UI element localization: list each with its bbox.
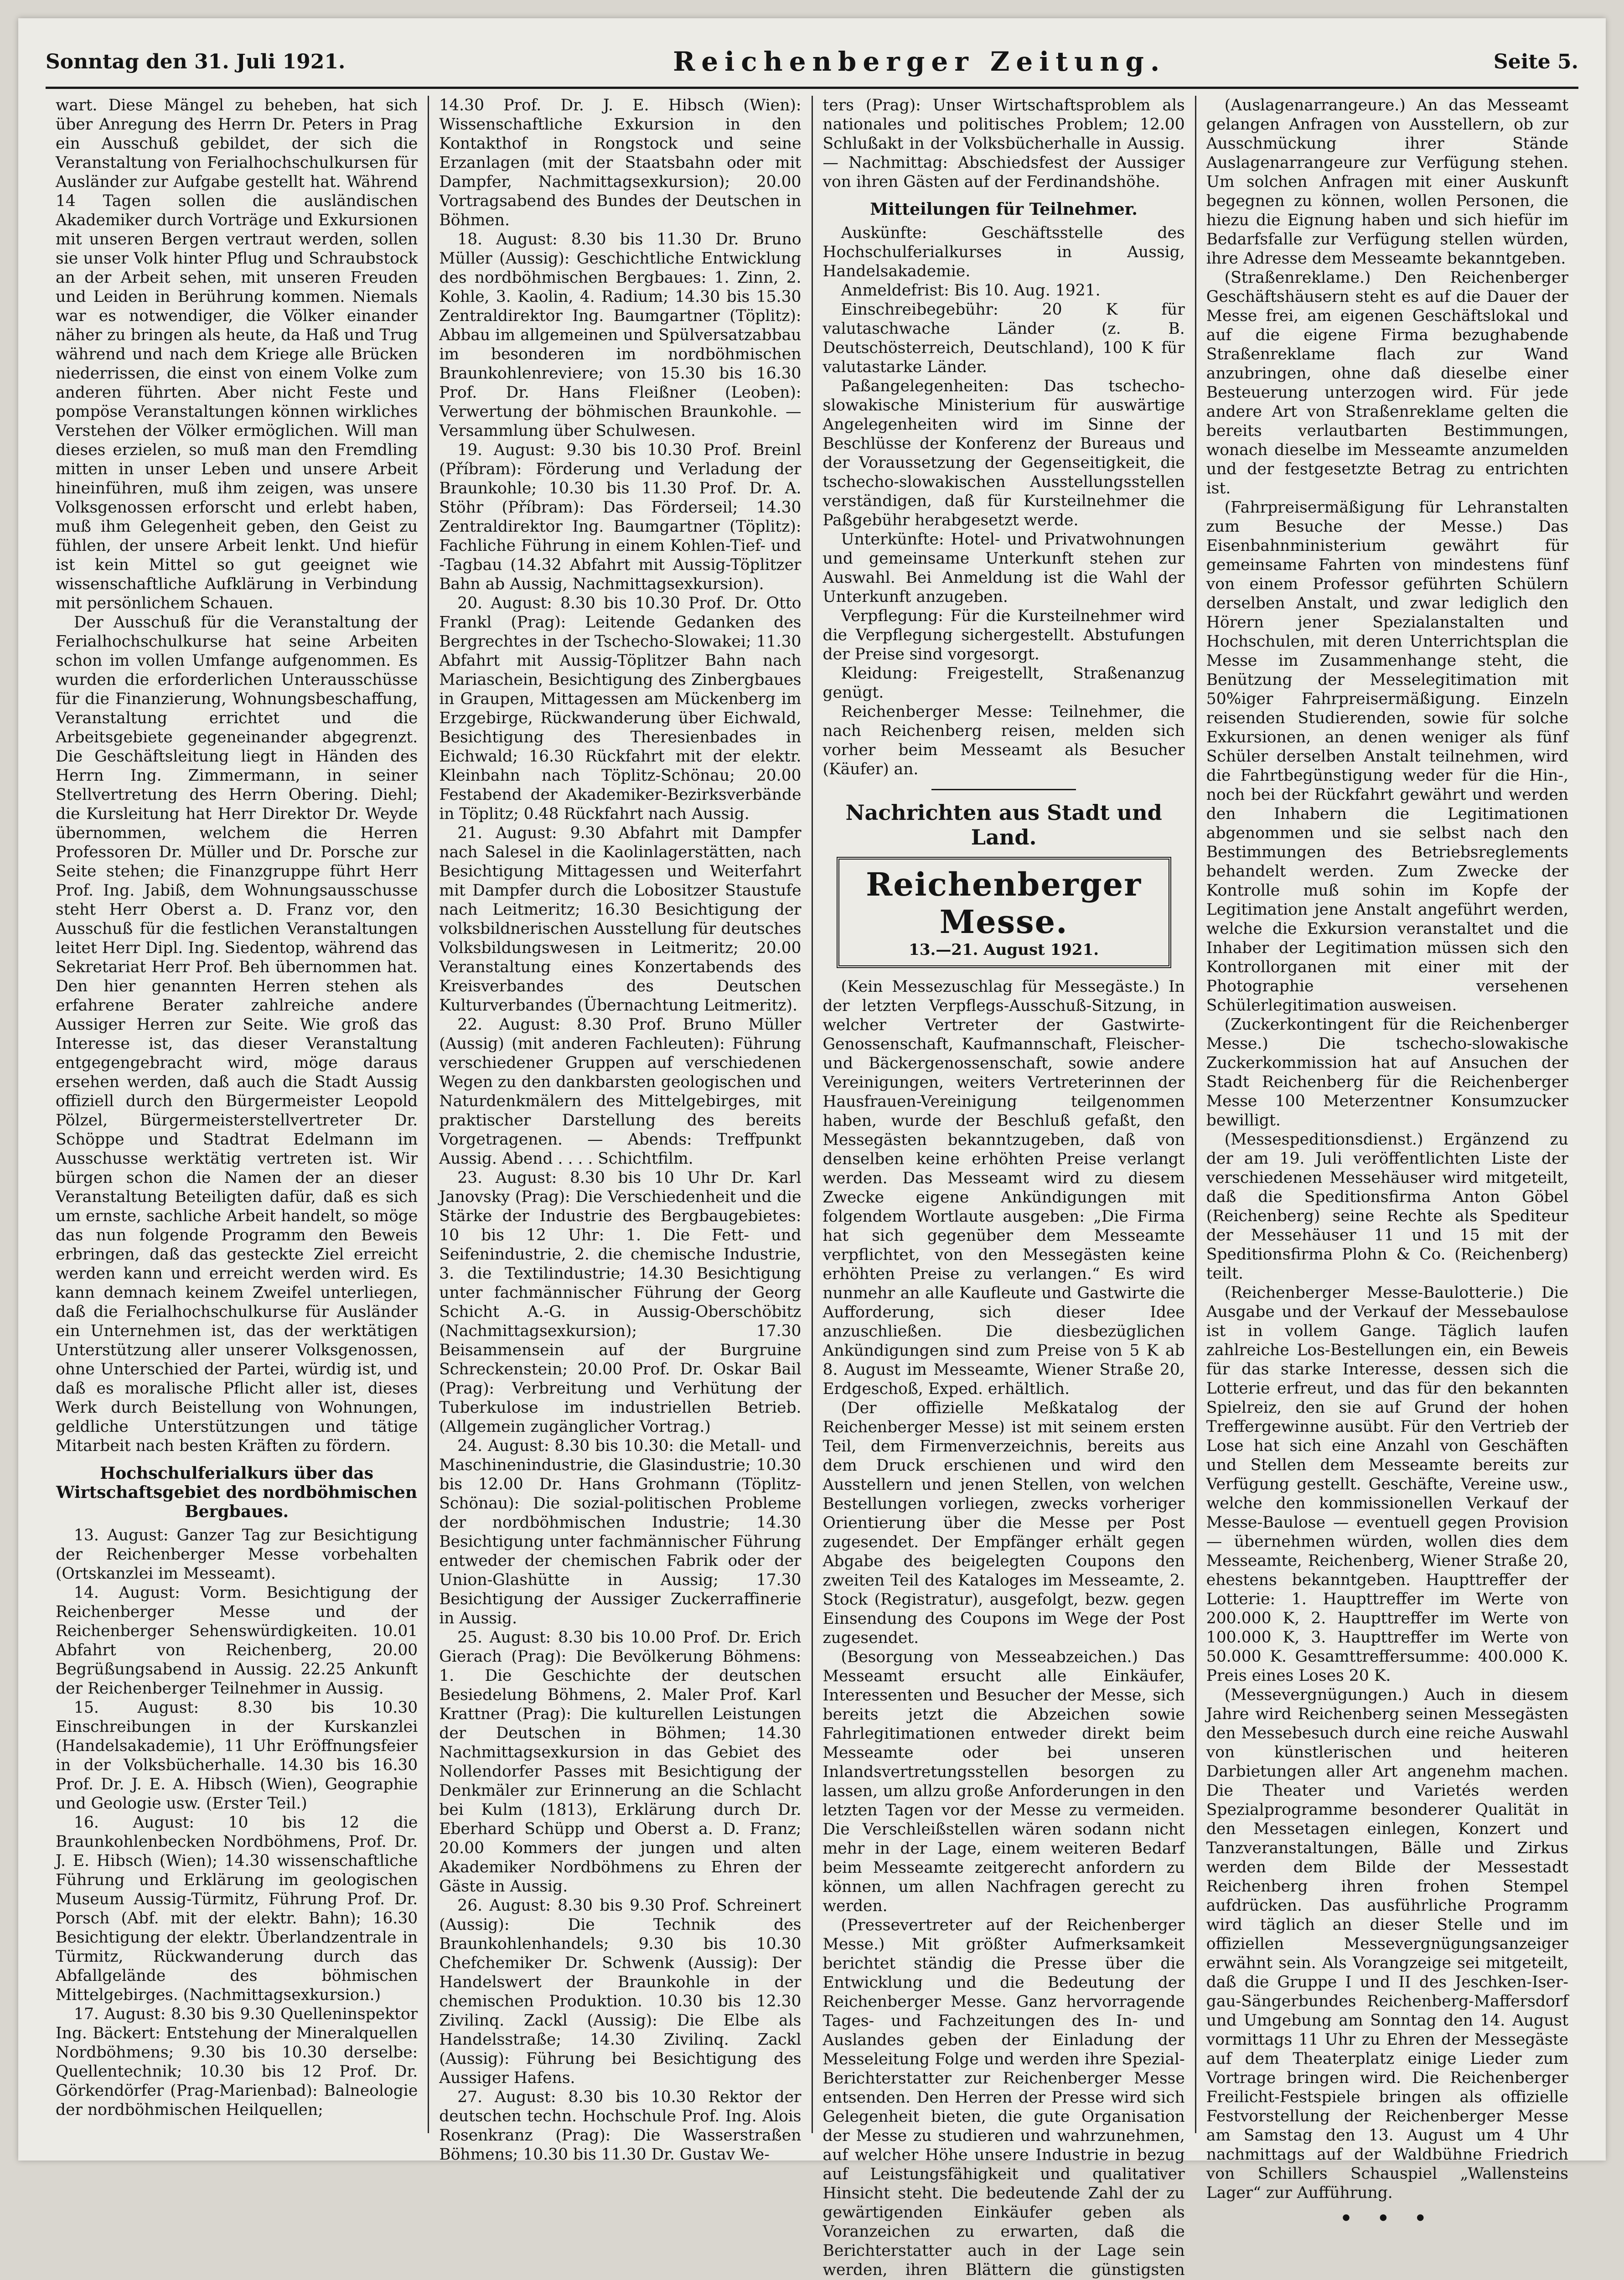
program-entry: 25. August: 8.30 bis 10.00 Prof. Dr. Erich Gierach (Prag): Die Bevölkerung Böhmens: 1. Die Geschichte der deutschen Besiedelung Böhmens, 2. Maler Prof. Karl Krattner (Prag): Die kulturellen Leistungen der Deutschen in Böhmen; 14.30 Nachmittagsexkursion in das Gebiet des Nollendorfer Passes mit Besichtigung der Denkmäler zur Erinnerung an die Schlacht bei Kulm (1813), Erklärung durch Dr. Eberhard Schüpp und Oberst a. D. Franz; 20.00 Kommers der jungen und alten Akademiker Nordböhmens zu Ehren der Gäste in Aussig.	[439, 1628, 802, 1896]
column-3	[812, 96, 1195, 2279]
issue-date: Sonntag den 31. Juli 1921.	[46, 50, 346, 73]
news-paragraph: (Kein Messezuschlag für Messegäste.) In der letzten Verpflegs-Ausschuß-Sitzung, in welcher Vertreter der Gastwirte-Genossenschaft, Kaufmannschaft, Fleischer- und Bäckergenossenschaft, sowie andere Vereinigungen, weiters Vertreterinnen der Hausfrauen-Vereinigung teilgenommen haben, wurde der Beschluß gefaßt, den Messegästen bekanntzugeben, daß von denselben keine erhöhten Preise verlangt werden. Das Messeamt wird zu diesem Zwecke eigene Ankündigungen mit folgendem Wortlaute ausgeben: „Die Firma hat sich gegenüber dem Messeamte verpflichtet, von den Messegästen keine erhöhten Preise zu verlangen.“ Es wird nunmehr an alle Kaufleute und Gastwirte die Aufforderung, sich dieser Idee anzuschließen. Die diesbezüglichen Ankündigungen sind zum Preise von 5 K ab 8. August im Messeamte, Wiener Straße 20, Erdgeschoß, Exped. erhältlich.	[822, 978, 1185, 1398]
end-mark: • • •	[1339, 2205, 1435, 2232]
news-paragraph: (Fahrpreisermäßigung für Lehranstalten zum Besuche der Messe.) Das Eisenbahnministerium gewährt für gemeinsame Fahrten von mindestens fünf von einem Professor geführten Schülern derselben Anstalt, und zwar lediglich den Hörern jener Spezialanstalten und Hochschulen, mit deren Unterrichtsplan die Messe im Zusammenhange steht, die Benützung der Messelegitimation mit 50%iger Fahrpreisermäßigung. Einzeln reisenden Studierenden, sowie für solche Exkursionen, an denen weniger als fünf Schüler derselben Anstalt teilnehmen, wird die Fahrtbegünstigung weder für die Hin-, noch bei der Rückfahrt gewährt und werden den Inhabern die Legitimationen abgenommen und sie selbst nach den Bestimmungen des Betriebsreglements behandelt werden. Zum Zwecke der Kontrolle muß sohin im Kopfe der Legitimation jene Anstalt angeführt werden, welche die Exkursion veranstaltet und die Inhaber der Legitimation müssen sich den Kontrollorganen mit einer mit der Photographie versehenen Schülerlegitimation ausweisen.	[1206, 498, 1568, 1015]
program-entry: 20. August: 8.30 bis 10.30 Prof. Dr. Otto Frankl (Prag): Leitende Gedanken des Bergrechtes in der Tschecho-Slowakei; 11.30 Abfahrt mit Aussig-Töplitzer Bahn nach Mariaschein, Besichtigung des Zinbergbaues in Graupen, Mittagessen am Mückenberg im Erzgebirge, Rückwanderung über Eichwald, Besichtigung des Theresienbades in Eichwald; 16.30 Rückfahrt mit der elektr. Kleinbahn nach Töplitz-Schönau; 20.00 Festabend der Akademiker-Bezirksverbände in Töplitz; 0.48 Rückfahrt nach Aussig.	[439, 594, 802, 823]
news-paragraph: (Zuckerkontingent für die Reichenberger Messe.) Die tschecho-slowakische Zuckerkommission hat auf Ansuchen der Stadt Reichenberg für die Reichenberger Messe 100 Meterzentner Konsumzucker bewilligt.	[1206, 1016, 1568, 1130]
program-entry: 21. August: 9.30 Abfahrt mit Dampfer nach Salesel in die Kaolinlagerstätten, nach Besichtigung Mittagessen und Weiterfahrt mit Dampfer durch die Lobositzer Staustufe nach Leitmeritz; 16.30 Besichtigung der volksbildnerischen Ausstellung für deutsches Volksbildungswesen in Leitmeritz; 20.00 Veranstaltung eines Konzertabends des Kreisverbandes des Deutschen Kulturverbandes (Übernachtung Leitmeritz).	[439, 824, 802, 1015]
fair-banner-dates: 13.—21. August 1921.	[909, 941, 1099, 959]
info-paragraph: Paßangelegenheiten: Das tschecho-slowakische Ministerium für auswärtige Angelegenheiten wird im Sinne der Beschlüsse der Konferenz der Bureaus und der Voraussetzung der Gegenseitigkeit, die tschecho-slowakischen Ausstellungsstellen verständigen, daß für Kursteilnehmer die Paßgebühr herabgesetzt werde.	[822, 377, 1185, 529]
news-paragraph: (Messespeditionsdienst.) Ergänzend zu der am 19. Juli veröffentlichten Liste der verschiedenen Messehäuser wird mitgeteilt, daß die Speditionsfirma Anton Göbel (Reichenberg) seine Rechte als Spediteur der Messehäuser 11 und 15 mit der Speditionsfirma Plohn & Co. (Reichenberg) teilt.	[1206, 1130, 1568, 1283]
program-entry: 26. August: 8.30 bis 9.30 Prof. Schreinert (Aussig): Die Technik des Braunkohlenhandels; 9.30 bis 10.30 Chefchemiker Dr. Schwenk (Aussig): Der Handelswert der Braunkohle in der chemischen Produktion. 10.30 bis 12.30 Zivilinq. Zackl (Aussig): Die Elbe als Handelsstraße; 14.30 Zivilinq. Zackl (Aussig): Führung bei Besichtigung des Aussiger Hafens.	[439, 1897, 802, 2087]
program-entry: 14. August: Vorm. Besichtigung der Reichenberger Messe und der Reichenberger Sehenswürdigkeiten. 10.01 Abfahrt von Reichenberg, 20.00 Begrüßungsabend in Aussig. 22.25 Ankunft der Reichenberger Teilnehmer in Aussig.	[56, 1584, 418, 1698]
info-paragraph: Unterkünfte: Hotel- und Privatwohnungen und gemeinsame Unterkunft stehen zur Auswahl. Bei Anmeldung ist die Wahl der Unterkunft anzugeben.	[822, 530, 1185, 606]
news-paragraph: (Messevergnügungen.) Auch in diesem Jahre wird Reichenberg seinen Messegästen den Messebesuch durch eine reiche Auswahl von künstlerischen und heiteren Darbietungen aller Art angenehm machen. Die Theater und Varietés werden Spezialprogramme besonderer Qualität in den Messetagen einlegen, Konzert und Tanzveranstaltungen, Bälle und Zirkus werden dem Bilde der Messestadt Reichenberg ihren frohen Stempel aufdrücken. Das ausführliche Programm wird täglich an dieser Stelle und im offiziellen Messevergnügungsanzeiger erwähnt sein. Als Vorangzeige sei mitgeteilt, daß die Gruppe I und II des Jeschken-Iser-gau-Sängerbundes Reichenberg-Maffersdorf und Umgebung am Sonntag den 14. August vormittags 11 Uhr zu Ehren der Messegäste auf dem Theaterplatz einige Lieder zum Vortrage bringen wird. Die Reichenberger Freilicht-Festspiele bringen als offizielle Festvorstellung der Reichenberger Messe am Samstag den 13. August um 4 Uhr nachmittags auf der Waldbühne Friedrich von Schillers Schauspiel „Wallensteins Lager“ zur Aufführung.	[1206, 1686, 1568, 2202]
info-paragraph: Anmeldefrist: Bis 10. Aug. 1921.	[841, 281, 1101, 300]
program-entry: 24. August: 8.30 bis 10.30: die Metall- und Maschinenindustrie, die Glasindustrie; 10.30 bis 12.00 Dr. Hans Grohmann (Töplitz-Schönau): Die sozial-politischen Probleme der nordböhmischen Industrie; 14.30 Besichtigung unter fachmännischer Führung entweder der chemischen Fabrik oder der Union-Glashütte in Aussig; 17.30 Besichtigung der Aussiger Zuckerraffinerie in Aussig.	[439, 1437, 802, 1627]
masthead	[46, 36, 1578, 89]
fair-banner-title: Reichenberger Messe.	[866, 865, 1142, 941]
news-paragraph: (Reichenberger Messe-Baulotterie.) Die Ausgabe und der Verkauf der Messebaulose ist in vollem Gange. Täglich laufen zahlreiche Los-Bestellungen ein, ein Beweis für das starke Interesse, dessen sich die Lotterie erfreut, und das für den bekannten Spielreiz, den sie auf Grund der hohen Treffergewinne ausübt. Für den Vertrieb der Lose hat sich eine Anzahl von Geschäften und Stellen dem Messeamte bereits zur Verfügung gestellt. Geschäfte, Vereine usw., welche den kommissionellen Verkauf der Messe-Baulose — eventuell gegen Provision — übernehmen würden, wollen dies dem Messeamte, Reichenberg, Wiener Straße 20, ehestens bekanntgeben. Haupttreffer der Lotterie: 1. Haupttreffer im Werte von 200.000 K, 2. Haupttreffer im Werte von 100.000 K, 3. Haupttreffer im Werte von 50.000 K. Gesamttreffersumme: 400.000 K. Preis eines Loses 20 K.	[1206, 1284, 1568, 1685]
program-entry: 19. August: 9.30 bis 10.30 Prof. Breinl (Příbram): Förderung und Verladung der Braunkohle; 10.30 bis 11.30 Prof. Dr. A. Stöhr (Příbram): Das Förderseil; 14.30 Zentraldirektor Ing. Baumgartner (Töplitz): Fachliche Führung in einem Kohlen-Tief- und -Tagbau (14.32 Abfahrt mit Aussig-Töplitzer Bahn ab Aussig, Nachmittagsexkursion).	[439, 441, 802, 593]
program-entry: 27. August: 8.30 bis 10.30 Rektor der deutschen techn. Hochschule Prof. Ing. Alois Rosenkranz (Prag): Die Wasserstraßen Böhmens; 10.30 bis 11.30 Dr. Gustav We-	[439, 2088, 802, 2164]
columns	[46, 96, 1578, 2279]
info-paragraph: Auskünfte: Geschäftsstelle des Hochschulferialkurses in Aussig, Handelsakademie.	[822, 224, 1185, 280]
article-paragraph: wart. Diese Mängel zu beheben, hat sich über Anregung des Herrn Dr. Peters in Prag ein Ausschuß gebildet, der sich die Veranstaltung von Ferialhochschulkursen für Ausländer zur Aufgabe gestellt hat. Während 14 Tagen sollen die ausländischen Akademiker durch Vorträge und Exkursionen mit unseren Bergen vertraut werden, sollen sie unser Volk hinter Pflug und Schraubstock an der Arbeit sehen, mit unseren Freuden und Leiden in Berührung kommen. Niemals war es notwendiger, die Völker einander näher zu bringen als heute, da Haß und Trug während und nach dem Kriege alle Brücken niederrissen, die einst von einem Volke zum anderen führten. Aber nicht Feste und pompöse Veranstaltungen können wirkliches Verstehen der Völker ermöglichen. Will man dieses erzielen, so muß man den Fremdling mitten in unser Leben und unsere Arbeit hineinführen, muß ihm zeigen, was unsere Volksgenossen erforscht und erlebt haben, muß ihm Gelegenheit geben, den Geist zu fühlen, der unsere Arbeit lenkt. Und hiefür ist kein Mittel so gut geeignet wie wissenschaftliche Aufklärung in Verbindung mit persönlichem Schauen.	[56, 96, 418, 612]
newspaper-page	[18, 18, 1606, 2279]
column-4	[1195, 96, 1578, 2232]
info-paragraph: Reichenberger Messe: Teilnehmer, die nach Reichenberg reisen, melden sich vorher beim Messeamt als Besucher (Käufer) an.	[822, 703, 1185, 778]
newspaper-title: Reichenberger Zeitung.	[673, 46, 1166, 77]
column-2	[428, 96, 811, 2164]
program-entry: 15. August: 8.30 bis 10.30 Einschreibungen in der Kurskanzlei (Handelsakademie), 11 Uhr Eröffnungsfeier in der Volksbücherhalle. 14.30 bis 16.30 Prof. Dr. J. E. A. Hibsch (Wien), Geographie und Geologie usw. (Erster Teil.)	[56, 1699, 418, 1813]
news-paragraph: (Besorgung von Messeabzeichen.) Das Messeamt ersucht alle Einkäufer, Interessenten und Besucher der Messe, sich bereits jetzt die Abzeichen sowie Fahrlegitimationen entweder direkt beim Messeamte oder bei unseren Inlandsvertretungsstellen besorgen zu lassen, um allzu große Anforderungen in den letzten Tagen vor der Messe zu vermeiden. Die Verschleißstellen wären sodann nicht mehr in der Lage, einem weiteren Bedarf beim Messeamte zeitgerecht anfordern zu können, um allen Nachfragen gerecht zu werden.	[822, 1648, 1185, 1915]
program-entry: 14.30 Prof. Dr. J. E. Hibsch (Wien): Wissenschaftliche Exkursion in den Kontakthof in Rongstock und seine Erzanlagen (mit der Staatsbahn oder mit Dampfer, Nachmittagsexkursion); 20.00 Vortragsabend des Bundes der Deutschen in Böhmen.	[439, 96, 802, 229]
news-paragraph: (Straßenreklame.) Den Reichenberger Geschäftshäusern steht es auf die Dauer der Messe frei, am eigenen Geschäftslokal und auf die eigene Firma bezughabende Straßenreklame flach zur Wand anzubringen, ohne daß dieselbe einer Besteuerung unterzogen wird. Für jede andere Art von Straßenreklame gelten die bereits verlautbarten Bestimmungen, wonach dieselbe im Messeamte anzumelden und der festgesetzte Betrag zu entrichten ist.	[1206, 269, 1568, 497]
article-paragraph: Der Ausschuß für die Veranstaltung der Ferialhochschulkurse hat seine Arbeiten schon im vollen Umfange aufgenommen. Es wurden die erforderlichen Unterausschüsse für die Finanzierung, Wohnungsbeschaffung, Veranstaltung errichtet und die Arbeitsgebiete gegeneinander abgegrenzt. Die Geschäftsleitung liegt in Händen des Herrn Ing. Zimmermann, in seiner Stellvertretung des Herrn Obering. Diehl; die Kursleitung hat Herr Direktor Dr. Weyde übernommen, welchem die Herren Professoren Dr. Müller und Dr. Porsche zur Seite stehen; die Finanzgruppe führt Herr Prof. Ing. Jabiß, dem Wohnungsausschusse steht Herr Oberst a. D. Franz vor, den Ausschuß für die festlichen Veranstaltungen leitet Herr Dipl. Ing. Siedentop, während das Sekretariat Herr Prof. Beh übernommen hat. Den hier genannten Herren stehen als erfahrene Berater zahlreiche andere Aussiger Herren zur Seite. Wie groß das Interesse ist, das dieser Veranstaltung entgegengebracht wird, möge daraus ersehen werden, daß auch die Stadt Aussig offiziell durch den Bürgermeister Leopold Pölzel, Bürgermeisterstellvertreter Dr. Schöppe und Stadtrat Edelmann im Ausschusse werktätig vertreten ist. Wir bürgen schon die Namen der an dieser Veranstaltung Beteiligten dafür, daß es sich um ernste, sachliche Arbeit handelt, so möge das nun folgende Programm den Beweis erbringen, daß das gesteckte Ziel erreicht werden kann und erreicht werden wird. Es kann demnach keinem Zweifel unterliegen, daß die Ferialhochschulkurse für Ausländer ein Unternehmen ist, das der werktätigen Unterstützung aller unserer Volksgenossen, ohne Unterschied der Partei, würdig ist, und daß es moralische Pflicht aller ist, dieses Werk durch Beistellung von Wohnungen, geldliche Unterstützungen und tätige Mitarbeit nach besten Kräften zu fördern.	[56, 613, 418, 1455]
divider	[931, 789, 1076, 790]
program-entry: 13. August: Ganzer Tag zur Besichtigung der Reichenberger Messe vorbehalten (Ortskanzlei im Messeamt).	[56, 1526, 418, 1583]
section-title: Nachrichten aus Stadt und Land.	[845, 800, 1162, 850]
program-entry: 22. August: 8.30 Prof. Bruno Müller (Aussig) (mit anderen Fachleuten): Führung verschiedener Gruppen auf verschiedenen Wegen zu den dankbarsten geologischen und Naturdenkmälern des Mittelgebirges, mit praktischer Darstellung des bereits Vorgetragenen. — Abends: Treffpunkt Aussig. Abend . . . . Schichtfilm.	[439, 1016, 802, 1168]
news-paragraph: (Pressevertreter auf der Reichenberger Messe.) Mit größter Aufmerksamkeit berichtet ständig die Presse über die Entwicklung und die Bedeutung der Reichenberger Messe. Ganz hervorragende Tages- und Fachzeitungen des In- und Auslandes geben der Einladung der Messeleitung Folge und werden ihre Spezial-Berichterstatter zur Reichenberger Messe entsenden. Den Herren der Presse wird sich Gelegenheit bieten, die gute Organisation der Messe zu studieren und wahrzunehmen, auf welcher Höhe unsere Industrie in bezug auf Leistungsfähigkeit und qualitativer Hinsicht steht. Die bedeutende Zahl der zu gewärtigenden Einkäufer geben als Voranzeichen zu erwarten, daß die Berichterstatter auch in der Lage sein werden, ihren Blättern die günstigsten	[822, 1916, 1185, 2279]
participants-heading: Mitteilungen für Teilnehmer.	[870, 200, 1138, 219]
program-entry: 18. August: 8.30 bis 11.30 Dr. Bruno Müller (Aussig): Geschichtliche Entwicklung des nordböhmischen Bergbaues: 1. Zinn, 2. Kohle, 3. Kaolin, 4. Radium; 14.30 bis 15.30 Zentraldirektor Ing. Baumgartner (Töplitz): Abbau im allgemeinen und Spülversatzabbau im besonderen im nordböhmischen Braunkohlenreviere; von 15.30 bis 16.30 Prof. Dr. Hans Fleißner (Leoben): Verwertung der böhmischen Braunkohle. — Versammlung über Schulwesen.	[439, 230, 802, 440]
column-1	[46, 96, 428, 2133]
program-entry: ters (Prag): Unser Wirtschaftsproblem als nationales und politisches Problem; 12.00 Schlußakt in der Volksbücherhalle in Aussig. — Nachmittag: Abschiedsfest der Aussiger von ihren Gästen auf der Ferdinandshöhe.	[822, 96, 1185, 191]
news-paragraph: (Der offizielle Meßkatalog der Reichenberger Messe) ist mit seinem ersten Teil, dem Firmenverzeichnis, bereits aus dem Druck erschienen und wird den Ausstellern und jenen Stellen, von welchen Bestellungen vorliegen, zwecks vorheriger Orientierung über die Messe per Post zugesendet. Der Empfänger erhält gegen Abgabe des beigelegten Coupons den zweiten Teil des Kataloges im Messeamte, 2. Stock (Registratur), ausgefolgt, bezw. gegen Einsendung des Coupons im Wege der Post zugesendet.	[822, 1399, 1185, 1647]
fair-banner	[837, 857, 1171, 968]
program-entry: 16. August: 10 bis 12 die Braunkohlenbecken Nordböhmens, Prof. Dr. J. E. Hibsch (Wien); 14.30 wissenschaftliche Führung und Erklärung im geologischen Museum Aussig-Türmitz, Führung Prof. Dr. Porsch (Abf. mit der elektr. Bahn); 16.30 Besichtigung der elektr. Überlandzentrale in Türmitz, Rückwanderung durch das Abfallgelände des böhmischen Mittelgebirges. (Nachmittagsexkursion.)	[56, 1814, 418, 2004]
program-heading: Hochschulferialkurs über das Wirtschaftsgebiet des nordböhmischen Bergbaues.	[56, 1464, 418, 1521]
info-paragraph: Kleidung: Freigestellt, Straßenanzug genügt.	[822, 664, 1185, 702]
page-number: Seite 5.	[1493, 50, 1578, 73]
program-entry: 17. August: 8.30 bis 9.30 Quelleninspektor Ing. Bäckert: Entstehung der Mineralquellen Nordböhmens; 9.30 bis 10.30 derselbe: Quellentechnik; 10.30 bis 12 Prof. Dr. Görkendörfer (Prag-Marienbad): Balneologie der nordböhmischen Heilquellen;	[56, 2005, 418, 2119]
info-paragraph: Verpflegung: Für die Kursteilnehmer wird die Verpflegung sichergestellt. Abstufungen der Preise sind vorgesorgt.	[822, 607, 1185, 663]
program-entry: 23. August: 8.30 bis 10 Uhr Dr. Karl Janovsky (Prag): Die Verschiedenheit und die Stärke der Industrie des Bergbaugebietes: 10 bis 12 Uhr: 1. Die Fett- und Seifenindustrie, 2. die chemische Industrie, 3. die Textilindustrie; 14.30 Besichtigung unter fachmännischer Führung der Georg Schicht A.-G. in Aussig-Oberschöbitz (Nachmittagsexkursion); 17.30 Beisammensein auf der Burgruine Schreckenstein; 20.00 Prof. Dr. Oskar Bail (Prag): Verbreitung und Verhütung der Tuberkulose im industriellen Betrieb. (Allgemein zugänglicher Vortrag.)	[439, 1169, 802, 1436]
news-paragraph: (Auslagenarrangeure.) An das Messeamt gelangen Anfragen von Ausstellern, ob zur Ausschmückung ihrer Stände Auslagenarrangeure zur Verfügung stehen. Um solchen Anfragen mit einer Auskunft begegnen zu können, wollen Personen, die hiezu die Eignung haben und sich hiefür im Bedarfsfalle zur Verfügung stellen würden, ihre Adresse dem Messeamte bekanntgeben.	[1206, 96, 1568, 268]
info-paragraph: Einschreibegebühr: 20 K für valutaschwache Länder (z. B. Deutschösterreich, Deutschland), 100 K für valutastarke Länder.	[822, 301, 1185, 376]
